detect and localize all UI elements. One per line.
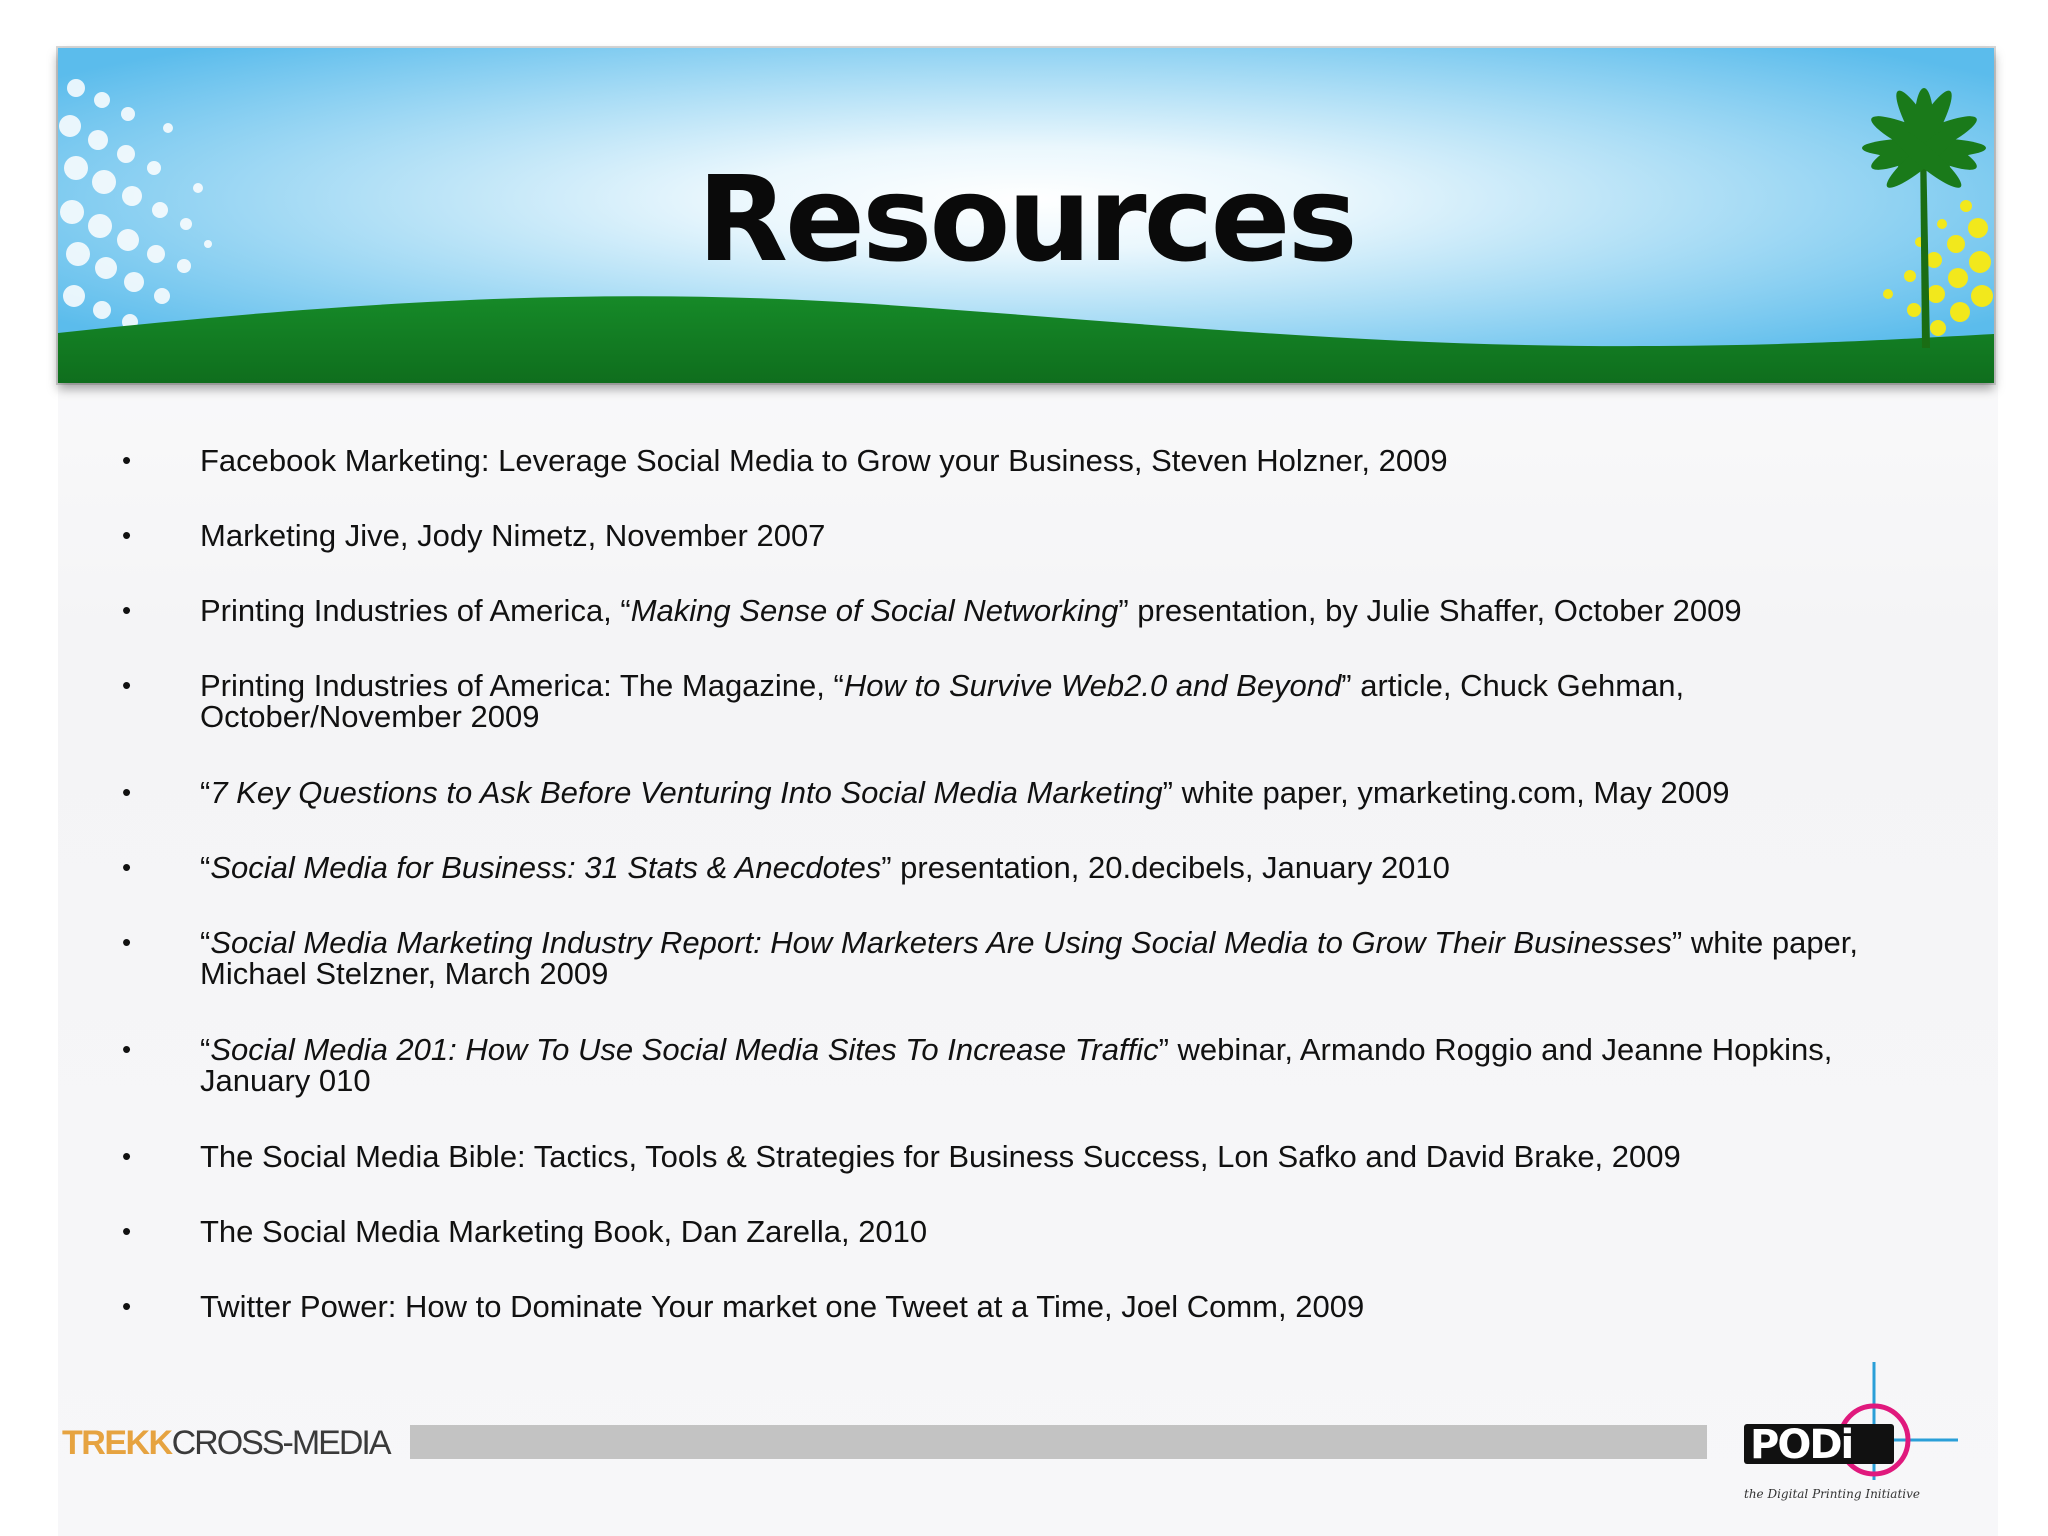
reference-item — [118, 445, 1938, 476]
reference-text: “ — [200, 775, 211, 810]
podi-wordmark: PODi — [1750, 1422, 1853, 1468]
reference-text: “ — [200, 850, 211, 885]
reference-text: ” webinar, Armando Roggio and Jeanne Hopkins, January 010 — [200, 1032, 1833, 1098]
slide-title: Resources — [697, 150, 1355, 288]
footer-bar — [410, 1425, 1707, 1459]
reference-item — [118, 1034, 1938, 1096]
reference-item — [118, 1291, 1938, 1322]
reference-title-italic: Social Media for Business: 31 Stats & Anecdotes — [210, 850, 882, 885]
logo-trekk-text: TREKK — [62, 1424, 172, 1462]
reference-item — [118, 670, 1938, 732]
reference-text: ” article, Chuck Gehman, October/November 2009 — [200, 668, 1685, 734]
reference-text: Facebook Marketing: Leverage Social Media to Grow your Business, Steven Holzner, 2009 — [200, 443, 1448, 478]
reference-text: Printing Industries of America: The Magazine, “ — [200, 668, 844, 703]
reference-text: Printing Industries of America, “ — [200, 593, 631, 628]
podi-tagline: the Digital Printing Initiative — [1744, 1487, 1920, 1501]
reference-text: ” white paper, Michael Stelzner, March 2009 — [200, 925, 1859, 991]
reference-list — [118, 445, 1938, 1366]
reference-text: ” presentation, by Julie Shaffer, October 2009 — [1118, 593, 1742, 628]
reference-title-italic: How to Survive Web2.0 and Beyond — [843, 668, 1342, 703]
reference-item — [118, 1141, 1938, 1172]
logo-cross-media-text: CROSS-MEDIA — [171, 1424, 390, 1462]
title-banner — [58, 48, 1994, 383]
trekk-cross-media-logo — [62, 1426, 390, 1460]
reference-text: “ — [200, 1032, 211, 1067]
podi-logo — [1736, 1362, 1958, 1516]
reference-item — [118, 777, 1938, 808]
reference-item — [118, 520, 1938, 551]
reference-title-italic: Social Media 201: How To Use Social Media Sites To Increase Traffic — [210, 1032, 1159, 1067]
reference-text: The Social Media Bible: Tactics, Tools & Strategies for Business Success, Lon Safko and David Brake, 2009 — [200, 1139, 1681, 1174]
reference-title-italic: Making Sense of Social Networking — [630, 593, 1119, 628]
reference-text: The Social Media Marketing Book, Dan Zarella, 2010 — [200, 1214, 928, 1249]
reference-item — [118, 852, 1938, 883]
reference-text: “ — [200, 925, 211, 960]
reference-title-italic: Social Media Marketing Industry Report: How Marketers Are Using Social Media to Grow Their Businesses — [210, 925, 1672, 960]
reference-text: Marketing Jive, Jody Nimetz, November 2007 — [200, 518, 826, 553]
reference-item — [118, 927, 1938, 989]
reference-item — [118, 595, 1938, 626]
reference-text: Twitter Power: How to Dominate Your market one Tweet at a Time, Joel Comm, 2009 — [200, 1289, 1365, 1324]
reference-item — [118, 1216, 1938, 1247]
reference-text: ” white paper, ymarketing.com, May 2009 — [1162, 775, 1730, 810]
reference-text: ” presentation, 20.decibels, January 2010 — [881, 850, 1450, 885]
reference-title-italic: 7 Key Questions to Ask Before Venturing Into Social Media Marketing — [210, 775, 1163, 810]
